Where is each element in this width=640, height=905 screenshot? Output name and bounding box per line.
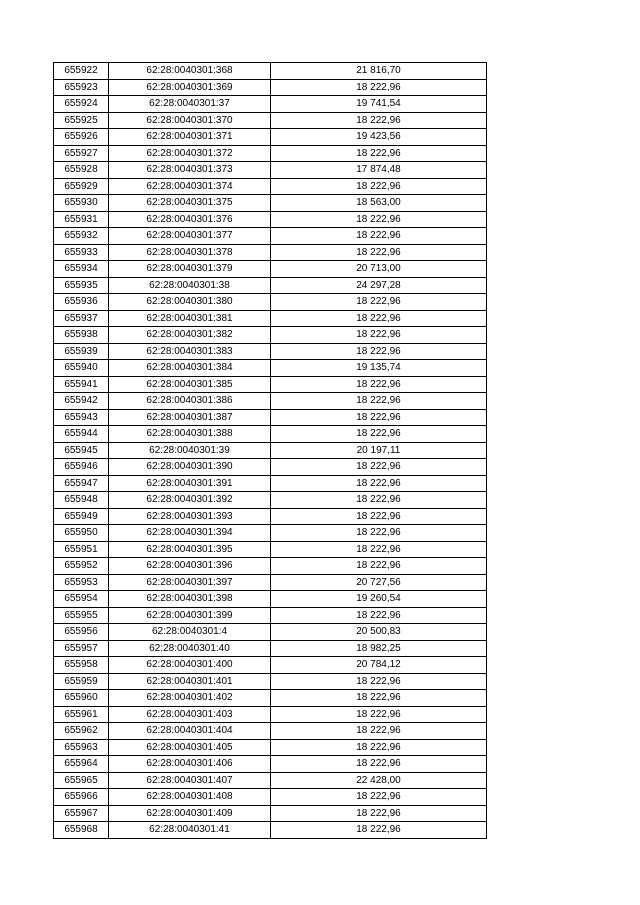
row-id-cell: 655965 <box>54 772 109 789</box>
cadastral-number-cell: 62:28:0040301:402 <box>109 690 271 707</box>
table-row <box>54 657 487 674</box>
cadastral-number-cell: 62:28:0040301:40 <box>109 640 271 657</box>
row-id-cell: 655958 <box>54 657 109 674</box>
value-cell: 19 741,54 <box>271 96 487 113</box>
value-cell: 18 222,96 <box>271 673 487 690</box>
value-cell: 18 222,96 <box>271 112 487 129</box>
row-id-cell: 655946 <box>54 459 109 476</box>
cadastral-number-cell: 62:28:0040301:408 <box>109 789 271 806</box>
value-cell: 19 423,56 <box>271 129 487 146</box>
table-row <box>54 63 487 80</box>
value-cell: 18 222,96 <box>271 426 487 443</box>
value-cell: 18 222,96 <box>271 723 487 740</box>
cadastral-number-cell: 62:28:0040301:407 <box>109 772 271 789</box>
cadastral-number-cell: 62:28:0040301:37 <box>109 96 271 113</box>
cadastral-number-cell: 62:28:0040301:404 <box>109 723 271 740</box>
row-id-cell: 655957 <box>54 640 109 657</box>
cadastral-number-cell: 62:28:0040301:394 <box>109 525 271 542</box>
cadastral-number-cell: 62:28:0040301:382 <box>109 327 271 344</box>
value-cell: 18 222,96 <box>271 343 487 360</box>
value-cell: 18 222,96 <box>271 475 487 492</box>
cadastral-number-cell: 62:28:0040301:384 <box>109 360 271 377</box>
row-id-cell: 655922 <box>54 63 109 80</box>
row-id-cell: 655945 <box>54 442 109 459</box>
table-row <box>54 607 487 624</box>
table-row <box>54 442 487 459</box>
row-id-cell: 655925 <box>54 112 109 129</box>
cadastral-number-cell: 62:28:0040301:406 <box>109 756 271 773</box>
row-id-cell: 655953 <box>54 574 109 591</box>
table-row <box>54 162 487 179</box>
value-cell: 18 222,96 <box>271 492 487 509</box>
table-row <box>54 277 487 294</box>
cadastral-number-cell: 62:28:0040301:393 <box>109 508 271 525</box>
table-row <box>54 343 487 360</box>
row-id-cell: 655948 <box>54 492 109 509</box>
value-cell: 18 222,96 <box>271 178 487 195</box>
cadastral-number-cell: 62:28:0040301:390 <box>109 459 271 476</box>
cadastral-number-cell: 62:28:0040301:392 <box>109 492 271 509</box>
cadastral-number-cell: 62:28:0040301:373 <box>109 162 271 179</box>
table-row <box>54 129 487 146</box>
cadastral-number-cell: 62:28:0040301:369 <box>109 79 271 96</box>
value-cell: 18 222,96 <box>271 294 487 311</box>
table-row <box>54 360 487 377</box>
row-id-cell: 655941 <box>54 376 109 393</box>
row-id-cell: 655939 <box>54 343 109 360</box>
value-cell: 20 713,00 <box>271 261 487 278</box>
table-row <box>54 508 487 525</box>
cadastral-number-cell: 62:28:0040301:397 <box>109 574 271 591</box>
cadastral-number-cell: 62:28:0040301:395 <box>109 541 271 558</box>
value-cell: 20 500,83 <box>271 624 487 641</box>
value-cell: 18 222,96 <box>271 789 487 806</box>
row-id-cell: 655949 <box>54 508 109 525</box>
row-id-cell: 655959 <box>54 673 109 690</box>
value-cell: 24 297,28 <box>271 277 487 294</box>
table-row <box>54 772 487 789</box>
cadastral-value-table <box>53 62 487 839</box>
table-row <box>54 673 487 690</box>
row-id-cell: 655932 <box>54 228 109 245</box>
value-cell: 21 816,70 <box>271 63 487 80</box>
value-cell: 18 222,96 <box>271 376 487 393</box>
row-id-cell: 655936 <box>54 294 109 311</box>
cadastral-number-cell: 62:28:0040301:409 <box>109 805 271 822</box>
table-row <box>54 96 487 113</box>
table-row <box>54 558 487 575</box>
value-cell: 18 222,96 <box>271 805 487 822</box>
value-cell: 18 222,96 <box>271 541 487 558</box>
value-cell: 18 222,96 <box>271 756 487 773</box>
table-row <box>54 211 487 228</box>
value-cell: 18 222,96 <box>271 690 487 707</box>
cadastral-number-cell: 62:28:0040301:399 <box>109 607 271 624</box>
row-id-cell: 655967 <box>54 805 109 822</box>
table-row <box>54 294 487 311</box>
row-id-cell: 655940 <box>54 360 109 377</box>
cadastral-number-cell: 62:28:0040301:375 <box>109 195 271 212</box>
table-row <box>54 426 487 443</box>
value-cell: 18 222,96 <box>271 607 487 624</box>
cadastral-number-cell: 62:28:0040301:378 <box>109 244 271 261</box>
row-id-cell: 655937 <box>54 310 109 327</box>
row-id-cell: 655968 <box>54 822 109 839</box>
value-cell: 20 197,11 <box>271 442 487 459</box>
table-row <box>54 178 487 195</box>
table-row <box>54 393 487 410</box>
table-row <box>54 112 487 129</box>
table-row <box>54 409 487 426</box>
row-id-cell: 655929 <box>54 178 109 195</box>
cadastral-number-cell: 62:28:0040301:368 <box>109 63 271 80</box>
table-row <box>54 244 487 261</box>
row-id-cell: 655926 <box>54 129 109 146</box>
table-row <box>54 706 487 723</box>
cadastral-number-cell: 62:28:0040301:405 <box>109 739 271 756</box>
cadastral-number-cell: 62:28:0040301:4 <box>109 624 271 641</box>
table-row <box>54 475 487 492</box>
value-cell: 18 222,96 <box>271 739 487 756</box>
row-id-cell: 655951 <box>54 541 109 558</box>
cadastral-number-cell: 62:28:0040301:376 <box>109 211 271 228</box>
cadastral-number-cell: 62:28:0040301:391 <box>109 475 271 492</box>
cadastral-number-cell: 62:28:0040301:41 <box>109 822 271 839</box>
table-row <box>54 541 487 558</box>
value-cell: 18 222,96 <box>271 244 487 261</box>
value-cell: 18 222,96 <box>271 706 487 723</box>
table-row <box>54 459 487 476</box>
table-row <box>54 574 487 591</box>
row-id-cell: 655933 <box>54 244 109 261</box>
row-id-cell: 655966 <box>54 789 109 806</box>
value-cell: 18 222,96 <box>271 393 487 410</box>
row-id-cell: 655934 <box>54 261 109 278</box>
row-id-cell: 655931 <box>54 211 109 228</box>
row-id-cell: 655961 <box>54 706 109 723</box>
value-cell: 18 222,96 <box>271 145 487 162</box>
cadastral-number-cell: 62:28:0040301:386 <box>109 393 271 410</box>
row-id-cell: 655954 <box>54 591 109 608</box>
row-id-cell: 655944 <box>54 426 109 443</box>
table-row <box>54 805 487 822</box>
cadastral-number-cell: 62:28:0040301:39 <box>109 442 271 459</box>
table-row <box>54 492 487 509</box>
table-row <box>54 591 487 608</box>
table-row <box>54 723 487 740</box>
table-row <box>54 145 487 162</box>
cadastral-number-cell: 62:28:0040301:403 <box>109 706 271 723</box>
row-id-cell: 655955 <box>54 607 109 624</box>
cadastral-number-cell: 62:28:0040301:400 <box>109 657 271 674</box>
table-row <box>54 79 487 96</box>
table-row <box>54 376 487 393</box>
value-cell: 18 222,96 <box>271 558 487 575</box>
row-id-cell: 655950 <box>54 525 109 542</box>
cadastral-number-cell: 62:28:0040301:38 <box>109 277 271 294</box>
cadastral-number-cell: 62:28:0040301:374 <box>109 178 271 195</box>
value-cell: 18 222,96 <box>271 310 487 327</box>
row-id-cell: 655943 <box>54 409 109 426</box>
row-id-cell: 655935 <box>54 277 109 294</box>
row-id-cell: 655962 <box>54 723 109 740</box>
value-cell: 20 727,56 <box>271 574 487 591</box>
row-id-cell: 655964 <box>54 756 109 773</box>
row-id-cell: 655928 <box>54 162 109 179</box>
table-row <box>54 228 487 245</box>
value-cell: 18 982,25 <box>271 640 487 657</box>
row-id-cell: 655930 <box>54 195 109 212</box>
table-body <box>54 63 487 839</box>
value-cell: 22 428,00 <box>271 772 487 789</box>
row-id-cell: 655956 <box>54 624 109 641</box>
value-cell: 18 222,96 <box>271 822 487 839</box>
cadastral-number-cell: 62:28:0040301:370 <box>109 112 271 129</box>
value-cell: 17 874,48 <box>271 162 487 179</box>
value-cell: 18 222,96 <box>271 525 487 542</box>
value-cell: 18 222,96 <box>271 228 487 245</box>
table-row <box>54 756 487 773</box>
table-row <box>54 195 487 212</box>
table-row <box>54 261 487 278</box>
table-row <box>54 310 487 327</box>
value-cell: 18 563,00 <box>271 195 487 212</box>
value-cell: 19 260,54 <box>271 591 487 608</box>
table-row <box>54 327 487 344</box>
value-cell: 18 222,96 <box>271 211 487 228</box>
cadastral-number-cell: 62:28:0040301:383 <box>109 343 271 360</box>
table-row <box>54 822 487 839</box>
row-id-cell: 655923 <box>54 79 109 96</box>
table-row <box>54 640 487 657</box>
cadastral-number-cell: 62:28:0040301:398 <box>109 591 271 608</box>
row-id-cell: 655924 <box>54 96 109 113</box>
value-cell: 19 135,74 <box>271 360 487 377</box>
table-row <box>54 789 487 806</box>
row-id-cell: 655952 <box>54 558 109 575</box>
table-row <box>54 690 487 707</box>
row-id-cell: 655960 <box>54 690 109 707</box>
row-id-cell: 655927 <box>54 145 109 162</box>
table-row <box>54 624 487 641</box>
row-id-cell: 655938 <box>54 327 109 344</box>
row-id-cell: 655963 <box>54 739 109 756</box>
cadastral-number-cell: 62:28:0040301:388 <box>109 426 271 443</box>
cadastral-number-cell: 62:28:0040301:396 <box>109 558 271 575</box>
table-row <box>54 525 487 542</box>
value-cell: 20 784,12 <box>271 657 487 674</box>
row-id-cell: 655947 <box>54 475 109 492</box>
value-cell: 18 222,96 <box>271 79 487 96</box>
table-row <box>54 739 487 756</box>
cadastral-number-cell: 62:28:0040301:377 <box>109 228 271 245</box>
cadastral-number-cell: 62:28:0040301:381 <box>109 310 271 327</box>
value-cell: 18 222,96 <box>271 459 487 476</box>
cadastral-number-cell: 62:28:0040301:401 <box>109 673 271 690</box>
cadastral-number-cell: 62:28:0040301:371 <box>109 129 271 146</box>
row-id-cell: 655942 <box>54 393 109 410</box>
value-cell: 18 222,96 <box>271 327 487 344</box>
cadastral-number-cell: 62:28:0040301:387 <box>109 409 271 426</box>
value-cell: 18 222,96 <box>271 508 487 525</box>
cadastral-number-cell: 62:28:0040301:380 <box>109 294 271 311</box>
cadastral-number-cell: 62:28:0040301:379 <box>109 261 271 278</box>
cadastral-number-cell: 62:28:0040301:385 <box>109 376 271 393</box>
cadastral-number-cell: 62:28:0040301:372 <box>109 145 271 162</box>
value-cell: 18 222,96 <box>271 409 487 426</box>
